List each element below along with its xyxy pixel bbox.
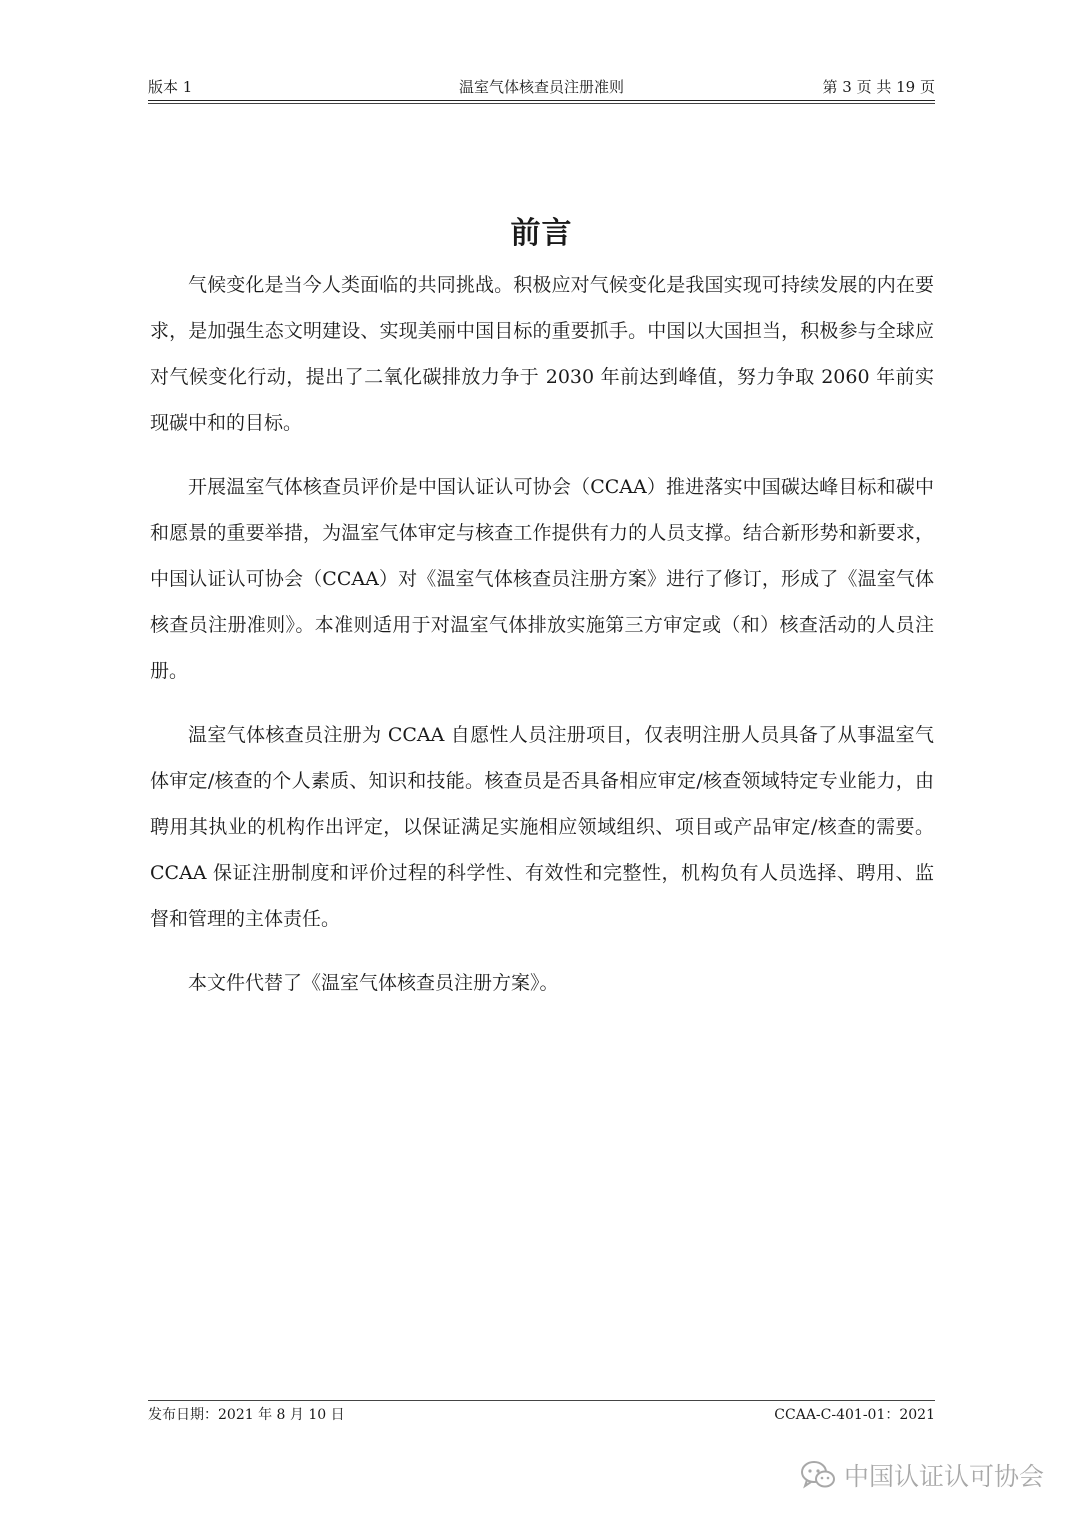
- header-document-title: 温室气体核查员注册准则: [458, 78, 624, 96]
- header-divider: [148, 100, 935, 101]
- paragraph-4: 本文件代替了《温室气体核查员注册方案》。: [188, 972, 559, 994]
- section-title: 前言: [510, 216, 573, 251]
- document-body: [150, 262, 934, 1024]
- wechat-icon: [800, 1460, 836, 1490]
- paragraph-2: 开展温室气体核查员评价是中国认证认可协会（CCAA）推进落实中国碳达峰目标和碳中和愿景的重要举措，为温室气体审定与核查工作提供有力的人员支撑。结合新形势和新要求，中国认证认可协会（CCAA）对《温室气体核查员注册方案》进行了修订，形成了《温室气体核查员注册准则》。本准则适用于对温室气体排放实施第三方审定或（和）核查活动的人员注册。: [150, 476, 934, 682]
- header-page-number: 第 3 页 共 19 页: [822, 78, 935, 96]
- header-divider-thin: [148, 103, 935, 104]
- footer-document-code: CCAA-C-401-01：2021: [774, 1407, 935, 1423]
- wechat-watermark: [800, 1455, 1044, 1495]
- footer-release-date: 发布日期：2021 年 8 月 10 日: [148, 1407, 345, 1423]
- paragraph-3: 温室气体核查员注册为 CCAA 自愿性人员注册项目，仅表明注册人员具备了从事温室气体审定/核查的个人素质、知识和技能。核查员是否具备相应审定/核查领域特定专业能力，由聘用其执业的机构作出评定，以保证满足实施相应领域组织、项目或产品审定/核查的需要。CCAA 保证注册制度和评价过程的科学性、有效性和完整性，机构负有人员选择、聘用、监督和管理的主体责任。: [150, 724, 934, 930]
- header-version: 版本 1: [148, 78, 193, 96]
- page-footer: [148, 1404, 935, 1426]
- watermark-account-name: 中国认证认可协会: [843, 1462, 1044, 1491]
- footer-divider: [148, 1400, 935, 1401]
- paragraph-1: 气候变化是当今人类面临的共同挑战。积极应对气候变化是我国实现可持续发展的内在要求，是加强生态文明建设、实现美丽中国目标的重要抓手。中国以大国担当，积极参与全球应对气候变化行动，提出了二氧化碳排放力争于 2030 年前达到峰值，努力争取 2060 年前实现碳中和的目标。: [150, 274, 934, 434]
- page-header: [148, 76, 935, 102]
